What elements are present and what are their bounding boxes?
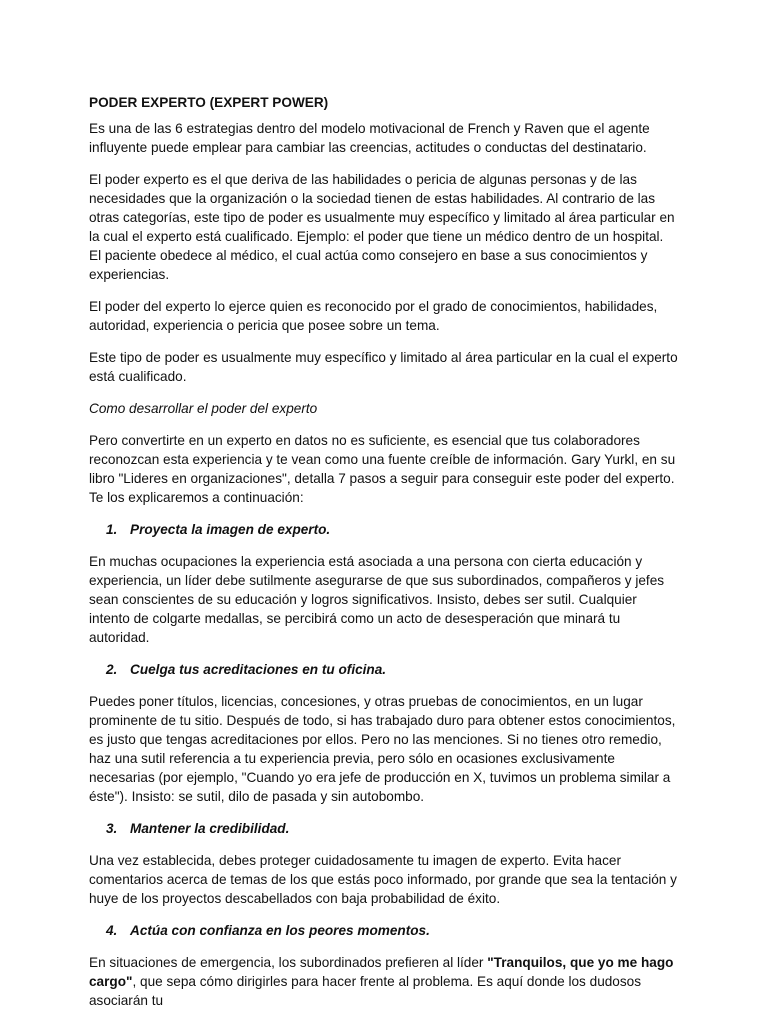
paragraph-steps-intro: Pero convertirte en un experto en datos no es suficiente, es esencial que tus colaboradores reconozcan esta experiencia y te vean como una fuente creíble de información. Gary Yurkl, en su libro "Lideres en organizaciones", detalla 7 pasos a seguir para conseguir este poder del experto. Te los explicaremos a continuación: [89, 433, 676, 505]
step-title: Actúa con confianza en los peores momentos. [130, 923, 430, 938]
paragraph-recognition: El poder del experto lo ejerce quien es reconocido por el grado de conocimientos, habilidades, autoridad, experiencia o pericia que posee sobre un tema. [89, 299, 658, 333]
section-subheading: Como desarrollar el poder del experto [89, 401, 318, 416]
step-heading-4 [89, 921, 679, 940]
document-content [89, 93, 679, 1023]
step-title: Proyecta la imagen de experto. [130, 522, 331, 537]
paragraph-definition: El poder experto es el que deriva de las habilidades o pericia de algunas personas y de las necesidades que la organización o la sociedad tienen de estas habilidades. Al contrario de las otras categorías, este tipo de poder es usualmente muy específico y limitado al área particular en la cual el experto está cualificado. Ejemplo: el poder que tiene un médico dentro de un hospital. El paciente obedece al médico, el cual actúa como consejero en base a sus conocimientos y experiencias. [89, 172, 675, 282]
step-title: Mantener la credibilidad. [130, 821, 290, 836]
step-body-2: Puedes poner títulos, licencias, concesiones, y otras pruebas de conocimientos, en un lugar prominente de tu sitio. Después de todo, si has trabajado duro para obtener estos conocimientos, es justo que tengas acreditaciones por ellos. Pero no las menciones. Si no tienes otro remedio, haz una sutil referencia a tu experiencia previa, pero sólo en ocasiones exclusivamente necesarias (por ejemplo, "Cuando yo era jefe de producción en X, tuvimos un problema similar a éste"). Insisto: se sutil, dilo de pasada y sin autobombo. [89, 694, 676, 804]
emphasized-quote: "Tranquilos, que yo me hago cargo" [89, 955, 674, 989]
document-title: PODER EXPERTO (EXPERT POWER) [89, 95, 329, 110]
step-number: 2. [106, 662, 118, 677]
step-body-4 [89, 953, 679, 1010]
step-heading-3 [89, 819, 679, 838]
step-body-1: En muchas ocupaciones la experiencia está asociada a una persona con cierta educación y experiencia, un líder debe sutilmente asegurarse de que sus subordinados, compañeros y jefes sean conscientes de su educación y logros significativos. Insisto, debes ser sutil. Cualquier intento de colgarte medallas, se percibirá como un acto de desesperación que minará tu autoridad. [89, 554, 665, 645]
step-heading-2 [89, 660, 679, 679]
step-number: 4. [106, 923, 118, 938]
step-body-text: , que sepa cómo dirigirles para hacer frente al problema. Es aquí donde los dudosos asociarán tu [89, 974, 642, 1008]
step-title: Cuelga tus acreditaciones en tu oficina. [130, 662, 387, 677]
step-number: 1. [106, 522, 118, 537]
step-heading-1 [89, 520, 679, 539]
step-body-3: Una vez establecida, debes proteger cuidadosamente tu imagen de experto. Evita hacer comentarios acerca de temas de los que estás poco informado, por grande que sea la tentación y huye de los proyectos descabellados con baja probabilidad de éxito. [89, 853, 677, 906]
step-number: 3. [106, 821, 118, 836]
paragraph-intro: Es una de las 6 estrategias dentro del modelo motivacional de French y Raven que el agente influyente puede emplear para cambiar las creencias, actitudes o conductas del destinatario. [89, 121, 650, 155]
step-body-text: En situaciones de emergencia, los subordinados prefieren al líder [89, 955, 488, 970]
paragraph-specificity: Este tipo de poder es usualmente muy específico y limitado al área particular en la cual el experto está cualificado. [89, 350, 678, 384]
